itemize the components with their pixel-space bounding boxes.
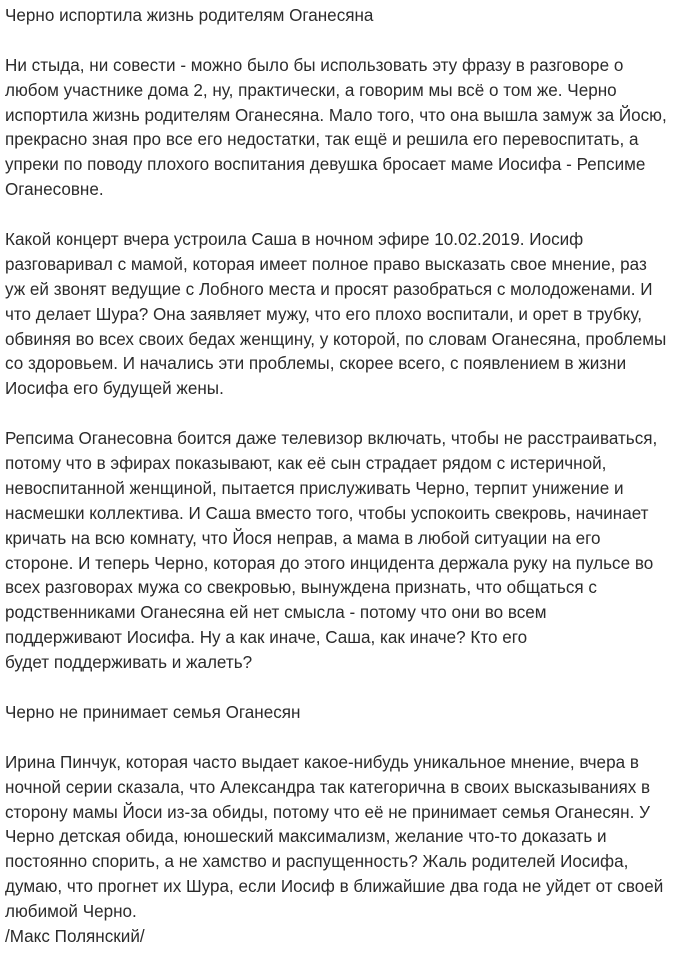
paragraph-line: уж ей звонят ведущие с Лобного места и просят разобраться с молодоженами. И (5, 279, 653, 299)
paragraph-4 (5, 751, 693, 925)
paragraph-line: думаю, что прогнет их Шура, если Иосиф в ближайшие два года не уйдет от своей (5, 877, 664, 897)
paragraph-line: упреки по поводу плохого воспитания девушка бросает маме Иосифа - Репсиме (5, 155, 646, 175)
paragraph-line: разговаривал с мамой, которая имеет полное право высказать свое мнение, раз (5, 254, 647, 274)
paragraph-line: со здоровьем. И начались эти проблемы, скорее всего, с появлением в жизни (5, 354, 627, 374)
article-subtitle: Черно не принимает семья Оганесян (5, 702, 301, 722)
paragraph-line: Ирина Пинчук, которая часто выдает какое-нибудь уникальное мнение, вчера в (5, 752, 639, 772)
paragraph-line: поддерживают Иосифа. Ну а как иначе, Саша, как иначе? Кто его (5, 628, 528, 648)
paragraph-line: любом участнике дома 2, ну, практически, а говорим мы всё о том же. Черно (5, 80, 617, 100)
paragraph-gap (5, 203, 693, 228)
paragraph-line: потому что в эфирах показывают, как её сын страдает рядом с истеричной, (5, 454, 607, 474)
paragraph-line: испортила жизнь родителям Оганесяна. Мало того, что она вышла замуж за Йосю, (5, 105, 667, 125)
paragraph-line: будет поддерживать и жалеть? (5, 653, 253, 673)
paragraph-line: Черно детская обида, юношеский максимализм, желание что-то доказать и (5, 827, 607, 847)
paragraph-line: постоянно спорить, а не хамство и распущенность? Жаль родителей Иосифа, (5, 852, 629, 872)
paragraph-gap (5, 726, 693, 751)
article (5, 4, 693, 950)
paragraph-3 (5, 427, 693, 676)
paragraph-line: прекрасно зная про все его недостатки, так ещё и решила его перевоспитать, а (5, 130, 639, 150)
paragraph-line: кричать на всю комнату, что Йося неправ, а мама в любой ситуации на его (5, 528, 601, 548)
paragraph-line: всех разговорах мужа со свекровью, вынуждена признать, что общаться с (5, 578, 597, 598)
paragraph-line: что делает Шура? Она заявляет мужу, что его плохо воспитали, и орет в трубку, (5, 304, 642, 324)
paragraph-line: Репсима Оганесовна боится даже телевизор включать, чтобы не расстраиваться, (5, 429, 658, 449)
paragraph-1 (5, 54, 693, 203)
paragraph-gap (5, 29, 693, 54)
paragraph-line: Оганесовне. (5, 180, 104, 200)
paragraph-line: любимой Черно. (5, 902, 137, 922)
paragraph-line: Ни стыда, ни совести - можно было бы использовать эту фразу в разговоре о (5, 55, 624, 75)
paragraph-line: ночной серии сказала, что Александра так категорична в своих высказываниях в (5, 777, 651, 797)
paragraph-gap (5, 676, 693, 701)
paragraph-line: невоспитанной женщиной, пытается прислуживать Черно, терпит унижение и (5, 478, 624, 498)
paragraph-line: стороне. И теперь Черно, которая до этого инцидента держала руку на пульсе во (5, 553, 654, 573)
paragraph-2 (5, 228, 693, 402)
paragraph-line: насмешки коллектива. И Саша вместо того, чтобы успокоить свекровь, начинает (5, 503, 649, 523)
paragraph-line: обвиняя во всех своих бедах женщину, у которой, по словам Оганесяна, проблемы (5, 329, 667, 349)
paragraph-line: родственниками Оганесяна ей нет смысла - потому что они во всем (5, 603, 547, 623)
author-signature: /Макс Полянский/ (5, 926, 145, 946)
paragraph-line: сторону мамы Йоси из-за обиды, потому что её не принимает семья Оганесян. У (5, 802, 650, 822)
paragraph-line: Какой концерт вчера устроила Саша в ночном эфире 10.02.2019. Иосиф (5, 230, 584, 250)
paragraph-gap (5, 402, 693, 427)
article-title: Черно испортила жизнь родителям Оганесяна (5, 6, 374, 25)
paragraph-line: Иосифа его будущей жены. (5, 379, 224, 399)
